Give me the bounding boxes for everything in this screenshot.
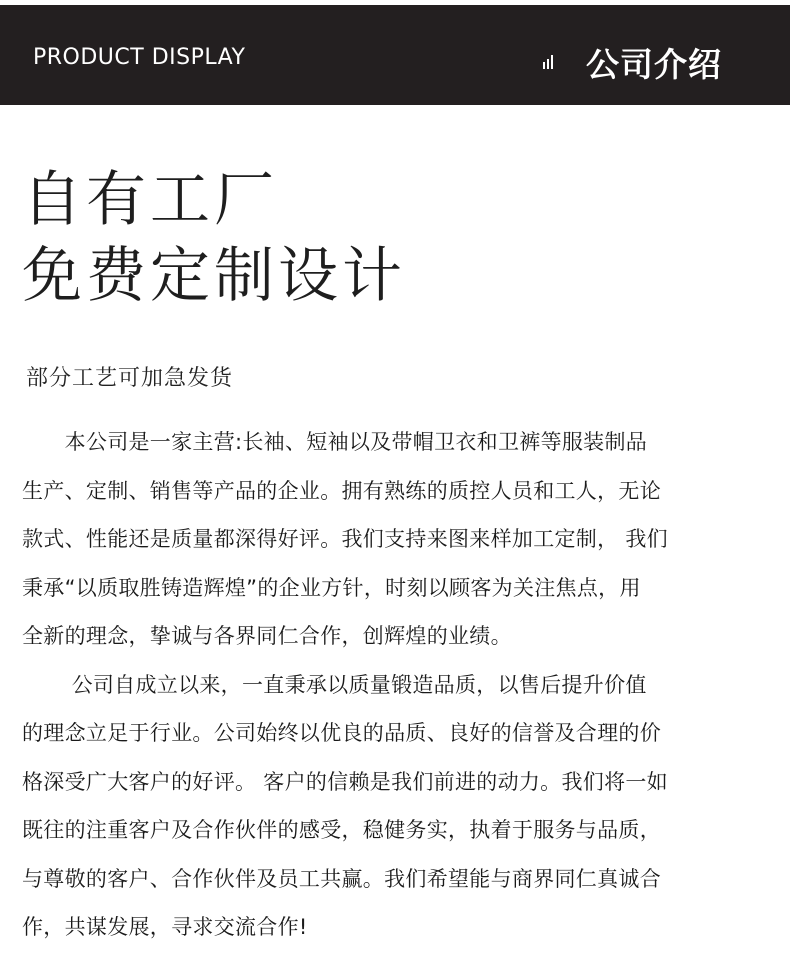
headline-line-2: 免费定制设计 [22, 241, 406, 311]
text-line: 与尊敬的客户、合作伙伴及员工共赢。我们希望能与商界同仁真诚合 [22, 866, 661, 891]
text-line: 既往的注重客户及合作伙伴的感受，稳健务实，执着于服务与品质， [22, 818, 661, 842]
text-line: 秉承“以质取胜铸造辉煌”的企业方针，时刻以顾客为关注焦点，用 [22, 575, 641, 600]
text-line: 作，共谋发展，寻求交流合作! [22, 915, 308, 939]
text-line: 本公司是一家主营:长袖、短袖以及带帽卫衣和卫裤等服装制品 [22, 430, 648, 454]
company-description [22, 418, 770, 952]
text-line: 生产、定制、销售等产品的企业。拥有熟练的质控人员和工人，无论 [22, 478, 661, 503]
text-line: 全新的理念，挚诚与各界同仁合作，创辉煌的业绩。 [22, 624, 512, 648]
text-line: 款式、性能还是质量都深得好评。我们支持来图来样加工定制， 我们 [22, 527, 668, 551]
banner-chinese-title: 公司介绍 [586, 45, 722, 84]
text-line: 格深受广大客户的好评。 客户的信赖是我们前进的动力。我们将一如 [22, 769, 668, 794]
headline-line-1: 自有工厂 [22, 165, 278, 235]
banner-english-title: PRODUCT DISPLAY [33, 45, 246, 70]
signal-bars-icon [543, 55, 555, 69]
paragraph-1 [22, 418, 770, 661]
paragraph-2 [22, 661, 770, 952]
subtitle: 部分工艺可加急发货 [26, 366, 234, 391]
text-line: 的理念立足于行业。公司始终以优良的品质、良好的信誉及合理的价 [22, 721, 661, 745]
header-banner [0, 5, 790, 105]
text-line: 公司自成立以来，一直秉承以质量锻造品质，以售后提升价值 [22, 672, 647, 697]
